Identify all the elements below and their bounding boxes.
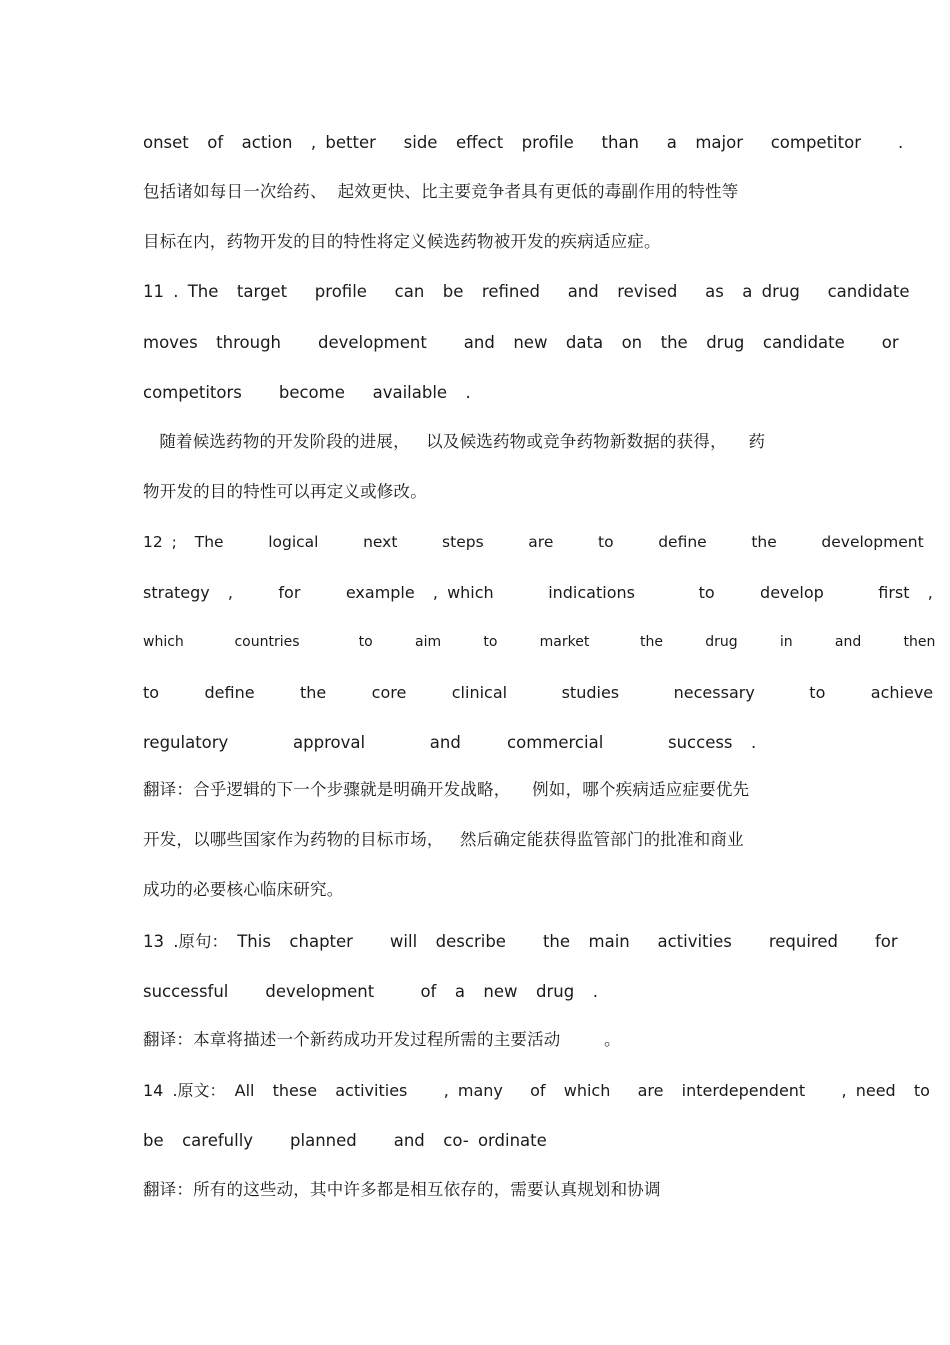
text-line: 随着候选药物的开发阶段的进展， 以及候选药物或竞争药物新数据的获得， 药 — [143, 432, 766, 451]
text-line: 翻译：所有的这些动，其中许多都是相互依存的，需要认真规划和协调 — [143, 1180, 661, 1199]
text-line: 开发，以哪些国家作为药物的目标市场， 然后确定能获得监管部门的批准和商业 — [143, 830, 744, 849]
text-line: 目标在内，药物开发的目的特性将定义候选药物被开发的疾病适应症。 — [143, 232, 661, 251]
text-line: moves through development and new data on the drug candidate or — [143, 333, 899, 352]
text-line: 成功的必要核心临床研究。 — [143, 880, 344, 899]
text-line: onset of action , better side effect profile than a major competitor . — [143, 133, 904, 152]
text-line: to define the core clinical studies necessary to achieve — [143, 683, 934, 702]
text-line: 物开发的目的特性可以再定义或修改。 — [143, 482, 427, 501]
text-line: which countries to aim to market the drug in and then — [143, 634, 936, 650]
text-line: competitors become available . — [143, 383, 471, 402]
text-line: regulatory approval and commercial success . — [143, 733, 757, 752]
text-line: be carefully planned and co- ordinate — [143, 1131, 547, 1150]
text-line: 11 . The target profile can be refined and revised as a drug candidate — [143, 282, 910, 301]
text-line: 翻译：本章将描述一个新药成功开发过程所需的主要活动 。 — [143, 1030, 621, 1049]
text-line: 14 .原文： All these activities , many of which are interdependent , need to — [143, 1081, 930, 1100]
text-line: 13 .原句： This chapter will describe the main activities required for — [143, 932, 898, 951]
text-line: strategy , for example , which indications to develop first , — [143, 583, 933, 602]
text-line: 12 ; The logical next steps are to define the development — [143, 533, 924, 551]
text-line: 包括诸如每日一次给药、 起效更快、比主要竞争者具有更低的毒副作用的特性等 — [143, 182, 739, 201]
text-line: 翻译：合乎逻辑的下一个步骤就是明确开发战略， 例如，哪个疾病适应症要优先 — [143, 780, 750, 799]
text-line: successful development of a new drug . — [143, 982, 598, 1001]
